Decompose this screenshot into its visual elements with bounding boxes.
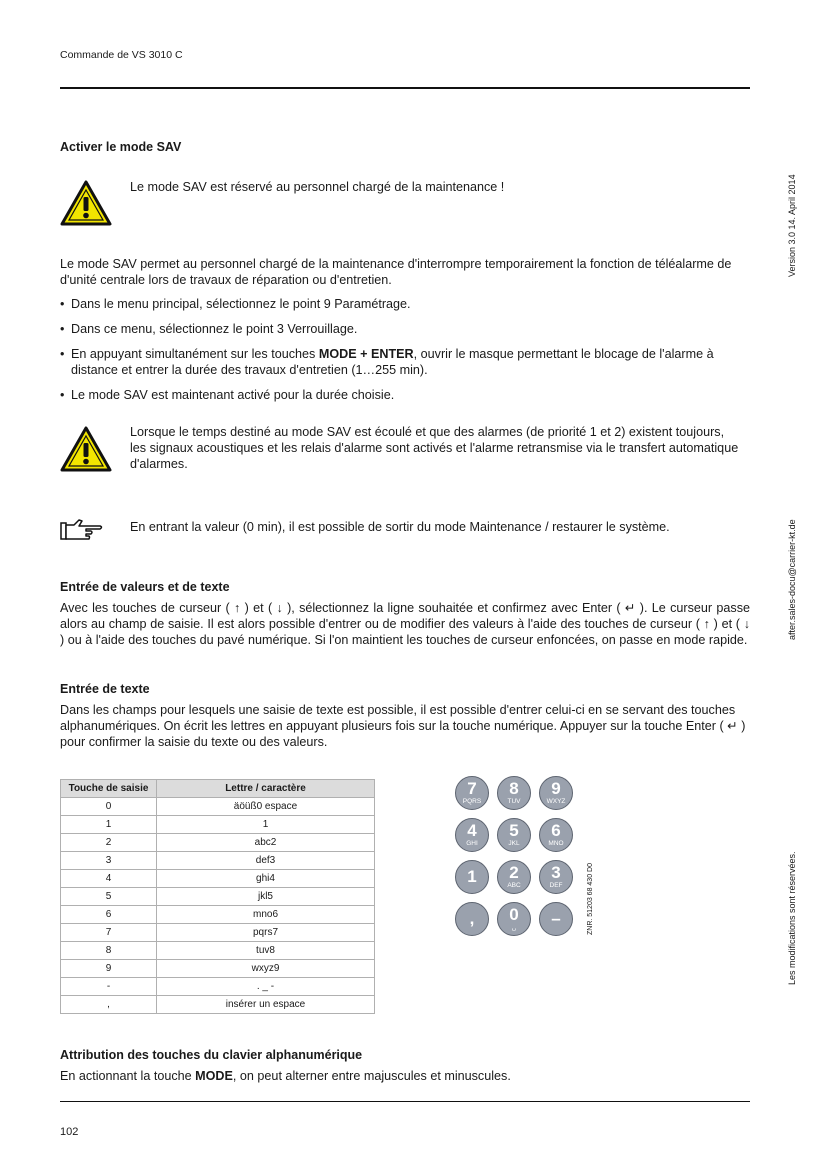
section-heading-values: Entrée de valeurs et de texte bbox=[60, 580, 230, 594]
contact-email: after.sales-docu@carrier-kt.de bbox=[787, 519, 797, 640]
list-item: • Dans le menu principal, sélectionnez le point 9 Paramétrage. bbox=[60, 296, 750, 312]
table-row bbox=[61, 852, 375, 870]
table-row bbox=[61, 888, 375, 906]
table-cell: 2 bbox=[61, 834, 157, 852]
keyboard-paragraph: En actionnant la touche MODE, on peut alterner entre majuscules et minuscules. bbox=[60, 1069, 511, 1083]
steps-list bbox=[60, 296, 750, 403]
table-cell: 1 bbox=[61, 816, 157, 834]
table-cell: 5 bbox=[61, 888, 157, 906]
table-row bbox=[61, 798, 375, 816]
text-entry-paragraph: Dans les champs pour lesquels une saisie de texte est possible, il est possible d'entrer celui-ci en se servant des touches alphanumériques. On écrit les lettres en appuyant plusieurs fois sur la touche numérique. Appuyer sur la touche Enter ( ↵ ) pour confirmer la saisie du texte ou des valeurs. bbox=[60, 703, 746, 749]
table-cell: - bbox=[61, 978, 157, 996]
column-header: Lettre / caractère bbox=[157, 780, 375, 798]
table-row bbox=[61, 870, 375, 888]
section-heading-keyboard: Attribution des touches du clavier alphanumérique bbox=[60, 1048, 363, 1062]
table-row bbox=[61, 942, 375, 960]
table-cell: äöüß0 espace bbox=[157, 798, 375, 816]
table-cell: 4 bbox=[61, 870, 157, 888]
table-cell: 6 bbox=[61, 906, 157, 924]
list-item: • Le mode SAV est maintenant activé pour la durée choisie. bbox=[60, 387, 750, 403]
column-header: Touche de saisie bbox=[61, 780, 157, 798]
table-row bbox=[61, 816, 375, 834]
key-dash: – bbox=[539, 902, 573, 936]
list-item: • En appuyant simultanément sur les touches MODE + ENTER, ouvrir le masque permettant le blocage de l'alarme à distance et entrer la durée des travaux d'entretien (1…255 min). bbox=[60, 346, 750, 378]
key-8: 8 TUV bbox=[497, 776, 531, 810]
warning-text-personnel: Le mode SAV est réservé au personnel chargé de la maintenance ! bbox=[130, 180, 505, 194]
table-cell: def3 bbox=[157, 852, 375, 870]
key-comma: , bbox=[455, 902, 489, 936]
warning-icon bbox=[60, 180, 112, 231]
table-cell: ghi4 bbox=[157, 870, 375, 888]
intro-paragraph: Le mode SAV permet au personnel chargé de la maintenance d'interrompre temporairement la fonction de téléalarme de d'unité centrale lors de travaux de réparation ou d'entretien. bbox=[60, 257, 732, 287]
document-header: Commande de VS 3010 C bbox=[60, 49, 183, 61]
key-0: 0 ␣ bbox=[497, 902, 531, 936]
footer-rule bbox=[60, 1101, 750, 1102]
note-text: En entrant la valeur (0 min), il est possible de sortir du mode Maintenance / restaurer le système. bbox=[130, 520, 670, 534]
page-number: 102 bbox=[60, 1126, 79, 1138]
table-header-row bbox=[61, 780, 375, 798]
table-cell: 7 bbox=[61, 924, 157, 942]
key-9: 9 WXYZ bbox=[539, 776, 573, 810]
warning-text-timeout: Lorsque le temps destiné au mode SAV est écoulé et que des alarmes (de priorité 1 et 2) existent toujours, les signaux acoustiques et les relais d'alarme sont activés et l'alarme retransmise via le transfert automatique d'alarmes. bbox=[130, 425, 739, 471]
table-cell: mno6 bbox=[157, 906, 375, 924]
pointing-hand-icon bbox=[60, 518, 104, 547]
keypad-illustration bbox=[453, 774, 583, 944]
header-rule bbox=[60, 87, 750, 89]
table-cell: 3 bbox=[61, 852, 157, 870]
table-cell: abc2 bbox=[157, 834, 375, 852]
table-cell: 0 bbox=[61, 798, 157, 816]
table-cell: jkl5 bbox=[157, 888, 375, 906]
section-heading-sav: Activer le mode SAV bbox=[60, 140, 182, 154]
list-item: • Dans ce menu, sélectionnez le point 3 Verrouillage. bbox=[60, 321, 750, 337]
key-1: 1 bbox=[455, 860, 489, 894]
table-row bbox=[61, 978, 375, 996]
table-row bbox=[61, 834, 375, 852]
key-character-table bbox=[60, 779, 375, 1014]
table-cell: wxyz9 bbox=[157, 960, 375, 978]
table-cell: 8 bbox=[61, 942, 157, 960]
key-2: 2 ABC bbox=[497, 860, 531, 894]
table-cell: pqrs7 bbox=[157, 924, 375, 942]
table-cell: . _ - bbox=[157, 978, 375, 996]
key-6: 6 MNO bbox=[539, 818, 573, 852]
table-cell: tuv8 bbox=[157, 942, 375, 960]
table-row bbox=[61, 924, 375, 942]
table-cell: 9 bbox=[61, 960, 157, 978]
rights-notice: Les modifications sont réservées. bbox=[787, 851, 797, 985]
keypad-reference: ZNR. 51203 68 430 D0 bbox=[587, 863, 594, 935]
section-heading-text: Entrée de texte bbox=[60, 682, 150, 696]
table-cell: , bbox=[61, 996, 157, 1014]
table-cell: 1 bbox=[157, 816, 375, 834]
table-row bbox=[61, 960, 375, 978]
key-3: 3 DEF bbox=[539, 860, 573, 894]
key-7: 7 PQRS bbox=[455, 776, 489, 810]
table-row bbox=[61, 996, 375, 1014]
version-text: Version 3.0 14. April 2014 bbox=[787, 174, 797, 277]
key-4: 4 GHI bbox=[455, 818, 489, 852]
values-paragraph: Avec les touches de curseur ( ↑ ) et ( ↓ ), sélectionnez la ligne souhaitée et confirmez avec Enter ( ↵ ). Le curseur passe alors au champ de saisie. Il est alors possible d'entrer ou de modifier des valeurs à l'aide des touches de curseur ( ↑ ) et ( ↓ ) ou à l'aide des touches du pavé numérique. Si l'on maintient les touches de curseur enfoncées, on passe en mode rapide. bbox=[60, 601, 750, 647]
warning-icon bbox=[60, 426, 112, 477]
table-cell: insérer un espace bbox=[157, 996, 375, 1014]
key-5: 5 JKL bbox=[497, 818, 531, 852]
table-row bbox=[61, 906, 375, 924]
